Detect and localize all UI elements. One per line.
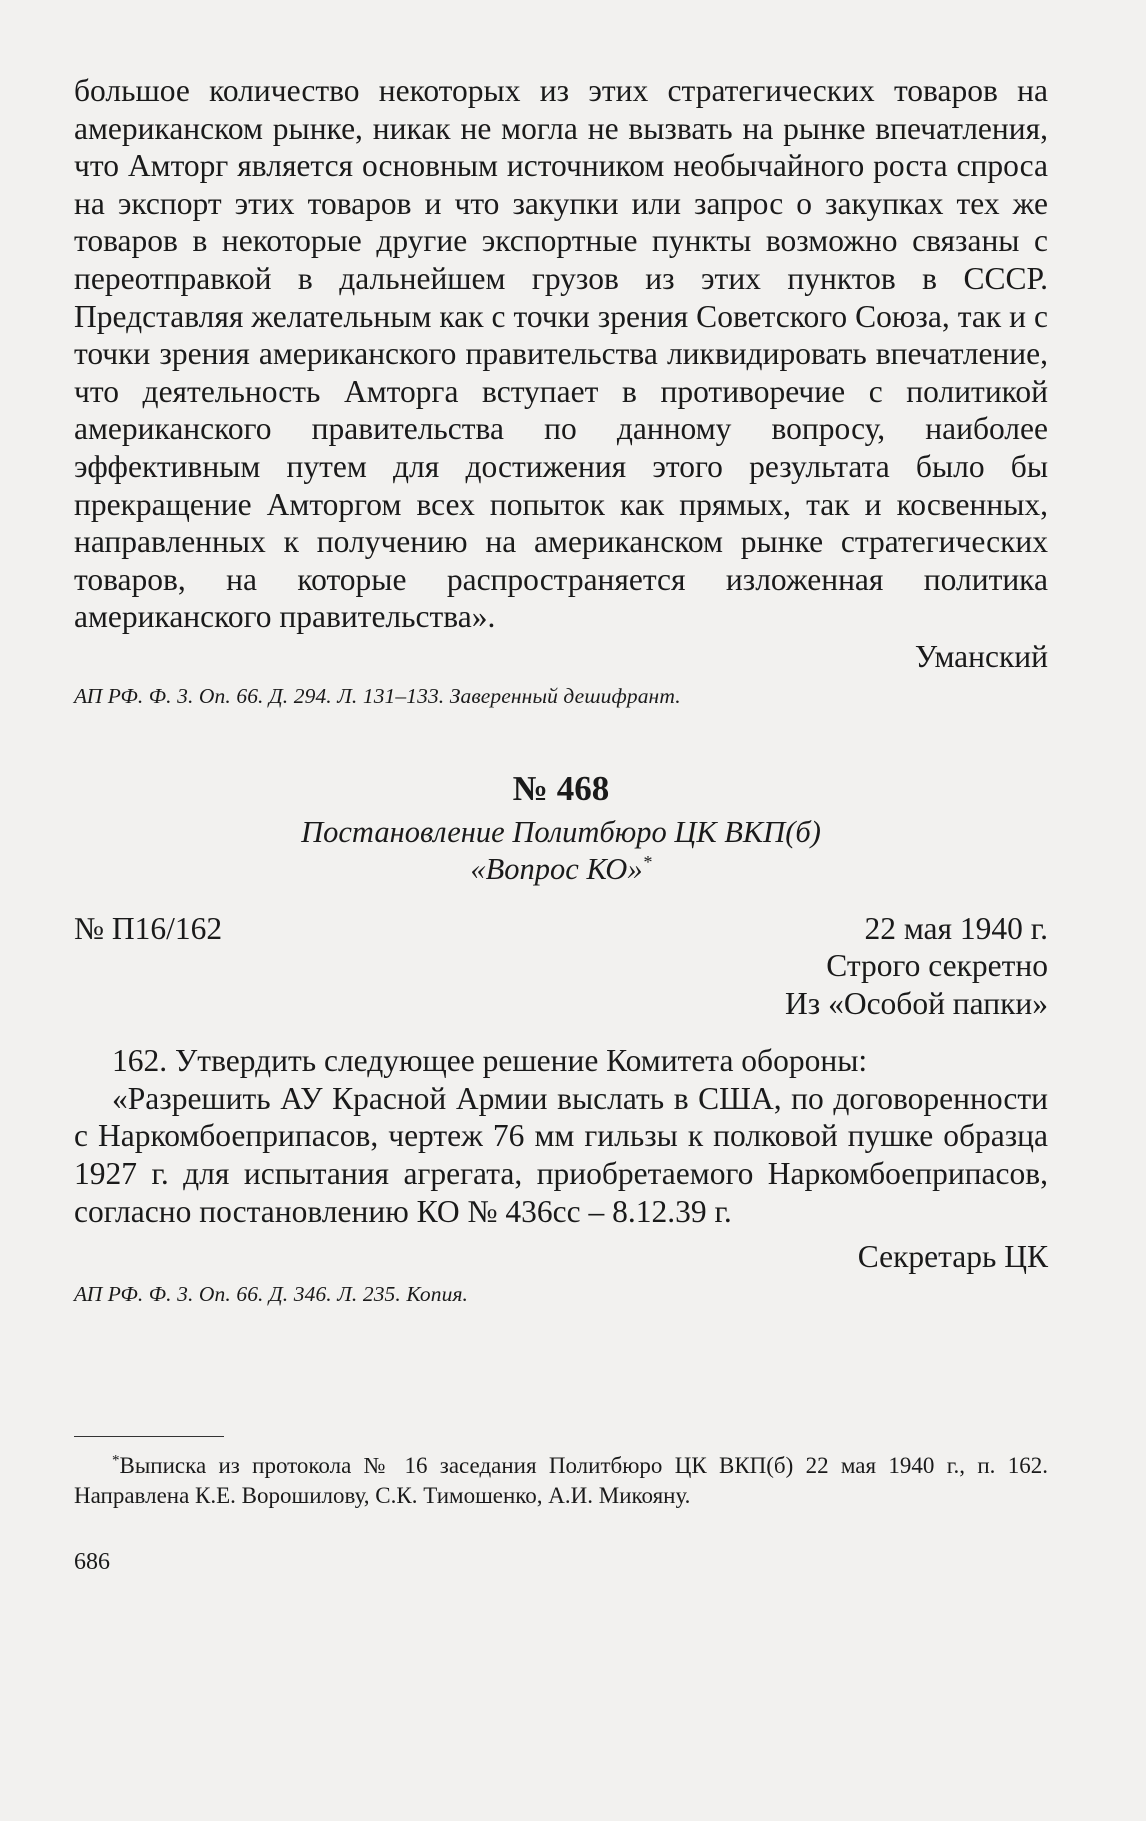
- decision-text: «Разрешить АУ Красной Армии выслать в США, по договоренности с Наркомбоеприпасов, чертеж 76 мм гильзы к полковой пушке образца 1927 г. для испытания агрегата, приобретаемого Наркомбоеприпасов, согласно постановлению КО № 436сс – 8.12.39 г.: [74, 1080, 1048, 1229]
- archive-source-2: АП РФ. Ф. 3. Оп. 66. Д. 346. Л. 235. Копия.: [74, 1281, 469, 1306]
- footnote: [74, 1451, 1048, 1511]
- page-number: 686: [74, 1548, 110, 1575]
- signature-umansky: Уманский: [914, 638, 1048, 674]
- archive-source-1: АП РФ. Ф. 3. Оп. 66. Д. 294. Л. 131–133. Заверенный дешифрант.: [74, 683, 681, 708]
- classification-special-folder: Из «Особой папки»: [785, 985, 1048, 1021]
- footnote-mark: *: [112, 1452, 120, 1469]
- footnote-text: Выписка из протокола № 16 заседания Политбюро ЦК ВКП(б) 22 мая 1940 г., п. 162. Направлена К.Е. Ворошилову, С.К. Тимошенко, А.И. Микояну.: [74, 1452, 1048, 1508]
- footnote-marker: *: [642, 851, 652, 872]
- document-title-text: «Вопрос КО»: [470, 851, 643, 886]
- document-title-line-2: [74, 851, 1048, 888]
- protocol-row: [74, 910, 1048, 948]
- document-page: [74, 72, 1048, 1577]
- intro-paragraph: большое количество некоторых из этих стратегических товаров на американском рынке, никак не могла не вызвать на рынке впечатления, что Амторг является основным источником необычайного роста спроса на экспорт этих товаров и что закупки или запрос о закупках тех же товаров в некоторые другие экспортные пункты возможно связаны с переотправкой в дальнейшем грузов из этих пунктов в СССР. Представляя желательным как с точки зрения Советского Союза, так и с точки зрения американского правительства ликвидировать впечатление, что деятельность Амторга вступает в противоречие с политикой американского правительства по данному вопросу, наиболее эффективным путем для достижения этого результата было бы прекращение Амторгом всех попыток как прямых, так и косвенных, направленных к получению на американском рынке стратегических товаров, на которые распространяется изложенная политика американского правительства».: [74, 73, 1048, 635]
- classification-secret: Строго секретно: [826, 948, 1048, 984]
- item-line: 162. Утвердить следующее решение Комитета обороны:: [112, 1043, 868, 1079]
- protocol-number: № П16/162: [74, 910, 223, 946]
- footnote-divider: [74, 1436, 224, 1437]
- document-date: 22 мая 1940 г.: [864, 910, 1048, 946]
- document-title-line-1: Постановление Политбюро ЦК ВКП(б): [301, 814, 821, 849]
- signature-secretary: Секретарь ЦК: [857, 1239, 1048, 1275]
- document-number: № 468: [512, 768, 610, 808]
